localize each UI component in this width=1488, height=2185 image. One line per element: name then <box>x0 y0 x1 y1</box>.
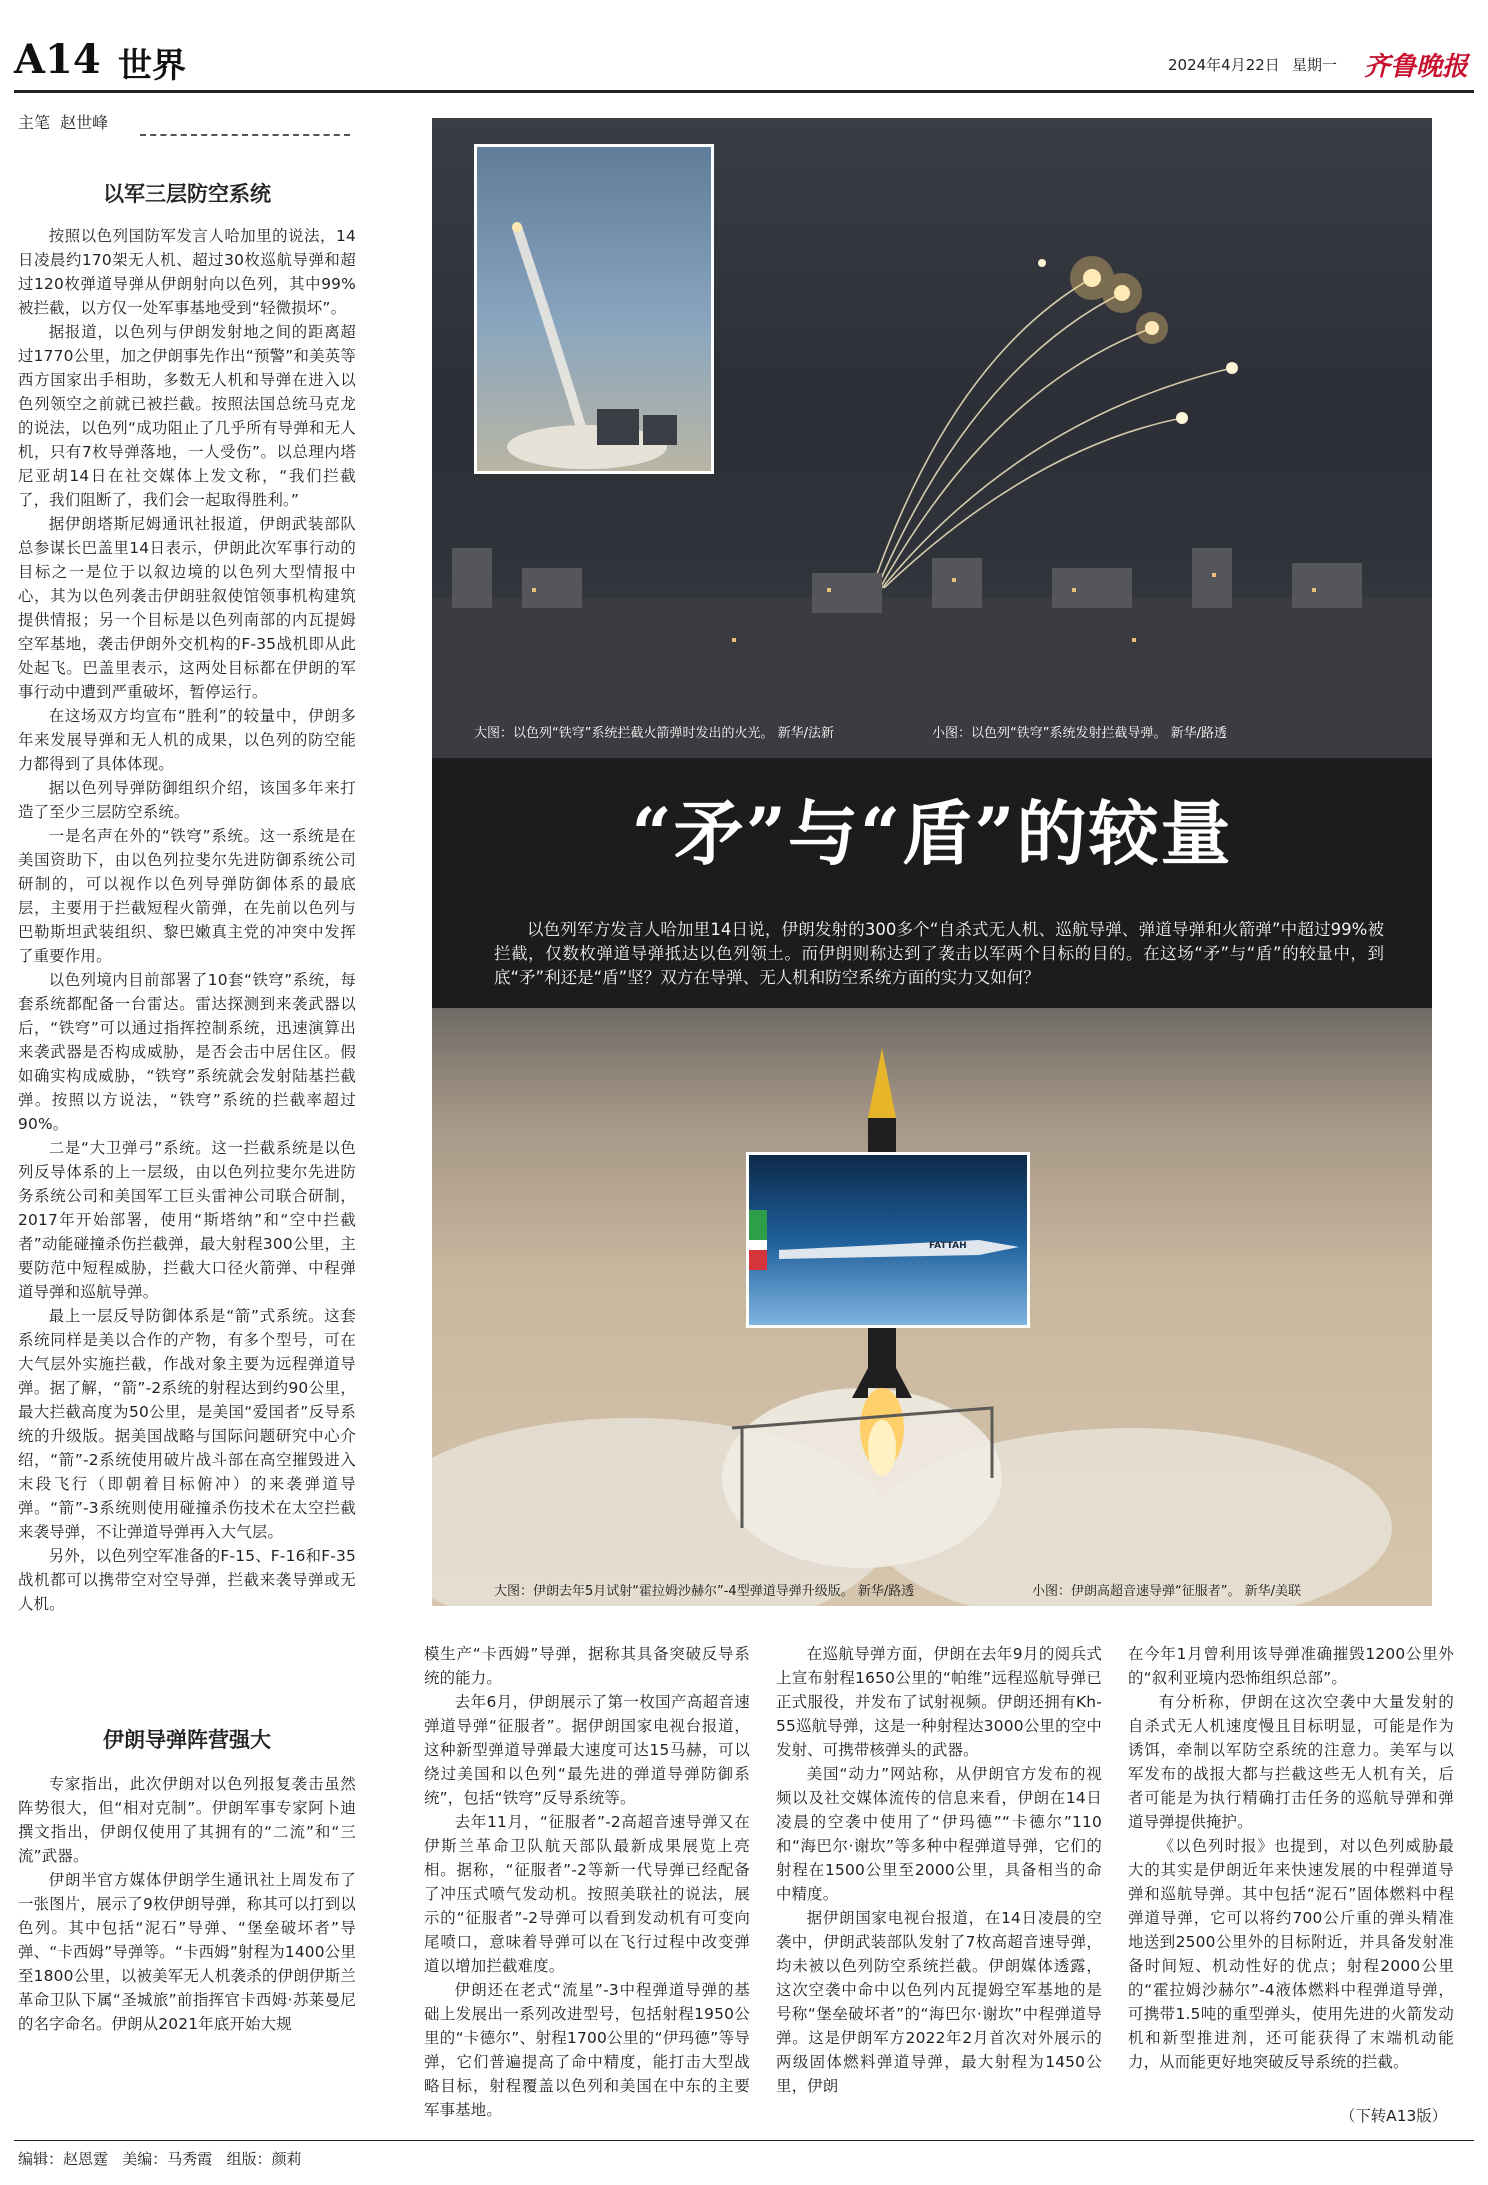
caption-bottom-small: 小图：伊朗高超音速导弹“征服者”。 新华/美联 <box>1032 1584 1301 1599</box>
left-column-body-2 <box>18 1772 356 2036</box>
paragraph: 伊朗半官方媒体伊朗学生通讯社上周发布了一张图片，展示了9枚伊朗导弹，称其可以打到以色列。其中包括“泥石”导弹、“堡垒破坏者”导弹、“卡西姆”导弹等。“卡西姆”射程为1400公里至1800公里，以被美军无人机袭杀的伊朗伊斯兰革命卫队下属“圣城旅”前指挥官卡西姆·苏莱曼尼的名字命名。伊朗从2021年底开始大规 <box>18 1871 356 2033</box>
paragraph: 据以色列导弹防御组织介绍，该国多年来打造了至少三层防空系统。 <box>18 779 356 821</box>
paragraph: 二是“大卫弹弓”系统。这一拦截系统是以色列反导体系的上一层级，由以色列拉斐尔先进防务系统公司和美国军工巨头雷神公司联合研制，2017年开始部署，使用“斯塔纳”和“空中拦截者”动能碰撞杀伤拦截弹，最大射程300公里，主要防范中短程威胁，拦截大口径火箭弹、中程弹道导弹和巡航导弹。 <box>18 1139 356 1301</box>
caption-top-small: 小图：以色列“铁穹”系统发射拦截导弹。 新华/路透 <box>932 726 1227 741</box>
subhead-air-defense: 以军三层防空系统 <box>103 181 271 206</box>
bottom-column-1 <box>424 1642 750 2122</box>
bottom-column-2 <box>776 1642 1102 2098</box>
paragraph: 在这场双方均宣布“胜利”的较量中，伊朗多年来发展导弹和无人机的成果，以色列的防空能力都得到了具体体现。 <box>18 707 356 773</box>
paragraph: 模生产“卡西姆”导弹，据称其具备突破反导系统的能力。 <box>424 1645 750 1687</box>
editor-dash <box>140 134 350 136</box>
fattah-missile-inset <box>746 1152 1030 1328</box>
paragraph: 伊朗还在老式“流星”-3中程弹道导弹的基础上发展出一系列改进型号，包括射程1950公里的“卡德尔”、射程1700公里的“伊玛德”等导弹，它们普遍提高了命中精度，能打击大型战略目标，射程覆盖以色列和美国在中东的主要军事基地。 <box>424 1981 750 2119</box>
fattah-illustration <box>749 1155 1027 1325</box>
paragraph: 据伊朗国家电视台报道，在14日凌晨的空袭中，伊朗武装部队发射了7枚高超音速导弹，均未被以色列防空系统拦截。伊朗媒体透露，这次空袭中命中以色列内瓦提姆空军基地的是号称“堡垒破坏者”的“海巴尔·谢坎”中程弹道导弹。这是伊朗军方2022年2月首次对外展示的两级固体燃料弹道导弹，最大射程为1450公里，伊朗 <box>776 1909 1102 2095</box>
paragraph: 以色列境内目前部署了10套“铁穹”系统，每套系统都配备一台雷达。雷达探测到来袭武器以后，“铁穹”可以通过指挥控制系统，迅速演算出来袭武器是否构成威胁，是否会击中居住区。假如确实构成威胁，“铁穹”系统就会发射陆基拦截弹。按照以方说法，“铁穹”系统的拦截率超过90%。 <box>18 971 356 1133</box>
page-code: A14 <box>14 36 101 83</box>
paragraph: 专家指出，此次伊朗对以色列报复袭击虽然阵势很大，但“相对克制”。伊朗军事专家阿卜迪撰文指出，伊朗仅使用了其拥有的“二流”和“三流”武器。 <box>18 1775 356 1865</box>
section-name: 世界 <box>118 46 186 86</box>
caption-top-large: 大图：以色列“铁穹”系统拦截火箭弹时发出的火光。 新华/法新 <box>474 726 834 741</box>
paragraph: 另外，以色列空军准备的F-15、F-16和F-35战机都可以携带空对空导弹，拦截来袭导弹或无人机。 <box>18 1547 356 1613</box>
chief-editor: 主笔 赵世峰 <box>18 113 109 132</box>
paragraph: 按照以色列国防军发言人哈加里的说法，14日凌晨约170架无人机、超过30枚巡航导弹和超过120枚弹道导弹从伊朗射向以色列，其中99%被拦截，以方仅一处军事基地受到“轻微损坏”。 <box>18 227 356 317</box>
footer-credits: 编辑：赵恩霆 美编：马秀霞 组版：颜莉 <box>18 2150 302 2168</box>
paragraph: 据报道，以色列与伊朗发射地之间的距离超过1770公里，加之伊朗事先作出“预警”和美英等西方国家出手相助，多数无人机和导弹在进入以色列领空之前就已被拦截。按照法国总统马克龙的说法，以色列“成功阻止了几乎所有导弹和无人机，只有7枚导弹落地，一人受伤”。以总理内塔尼亚胡14日在社交媒体上发文称，“我们拦截了，我们阻断了，我们会一起取得胜利。” <box>18 323 356 509</box>
caption-bottom-large: 大图：伊朗去年5月试射“霍拉姆沙赫尔”-4型弹道导弹升级版。 新华/路透 <box>494 1584 915 1599</box>
footer-rule <box>14 2140 1474 2141</box>
feature-lede: 以色列军方发言人哈加里14日说，伊朗发射的300多个“自杀式无人机、巡航导弹、弹道导弹和火箭弹”中超过99%被拦截，仅数枚弹道导弹抵达以色列领土。而伊朗则称达到了袭击以军两个目标的目的。在这场“矛”与“盾”的较量中，到底“矛”利还是“盾”坚？双方在导弹、无人机和防空系统方面的实力又如何？ <box>494 920 1384 987</box>
missile-launch-photo <box>432 1008 1432 1606</box>
iron-dome-night-photo <box>432 118 1432 758</box>
feature-headline: “矛”与“盾”的较量 <box>631 792 1233 875</box>
paragraph: 有分析称，伊朗在这次空袭中大量发射的自杀式无人机速度慢且目标明显，可能是作为诱饵，牵制以军防空系统的注意力。美军与以军发布的战报大都与拦截这些无人机有关，后者可能是为执行精确打击任务的巡航导弹和弹道导弹提供掩护。 <box>1128 1693 1454 1831</box>
paragraph: 美国“动力”网站称，从伊朗官方发布的视频以及社交媒体流传的信息来看，伊朗在14日凌晨的空袭中使用了“伊玛德”“卡德尔”110和“海巴尔·谢坎”等多种中程弹道导弹，它们的射程在1500公里至2000公里，具备相当的命中精度。 <box>776 1765 1102 1903</box>
bottom-column-3 <box>1128 1642 1454 2074</box>
paragraph: 《以色列时报》也提到，对以色列威胁最大的其实是伊朗近年来快速发展的中程弹道导弹和巡航导弹。其中包括“泥石”固体燃料中程弹道导弹，它可以将约700公斤重的弹头精准地送到2500公里外的目标附近，并具备发射准备时间短、机动性好的优点；射程2000公里的“霍拉姆沙赫尔”-4液体燃料中程弹道导弹，可携带1.5吨的重型弹头，使用先进的火箭发动机和新型推进剂，还可能获得了末端机动能力，从而能更好地突破反导系统的拦截。 <box>1128 1837 1454 2071</box>
paragraph: 在今年1月曾利用该导弹准确摧毁1200公里外的“叙利亚境内恐怖组织总部”。 <box>1128 1645 1454 1687</box>
paragraph: 去年11月，“征服者”-2高超音速导弹又在伊斯兰革命卫队航天部队最新成果展览上亮相。据称，“征服者”-2等新一代导弹已经配备了冲压式喷气发动机。按照美联社的说法，展示的“征服者”-2导弹可以看到发动机有可变向尾喷口，意味着导弹可以在飞行过程中改变弹道以增加拦截难度。 <box>424 1813 750 1975</box>
paragraph: 最上一层反导防御体系是“箭”式系统。这套系统同样是美以合作的产物，有多个型号，可在大气层外实施拦截，作战对象主要为远程弹道导弹。据了解，“箭”-2系统的射程达到约90公里，最大拦截高度为50公里，是美国“爱国者”反导系统的升级版。据美国战略与国际问题研究中心介绍，“箭”-2系统使用破片战斗部在高空摧毁进入末段飞行（即朝着目标俯冲）的来袭弹道导弹。“箭”-3系统则使用碰撞杀伤技术在太空拦截来袭导弹，不让弹道导弹再入大气层。 <box>18 1307 356 1541</box>
newspaper-logo: 齐鲁晚报 <box>1364 52 1469 82</box>
paragraph: 一是名声在外的“铁穹”系统。这一系统是在美国资助下，由以色列拉斐尔先进防御系统公司研制的，可以视作以色列导弹防御体系的最底层，主要用于拦截短程火箭弹，在先前以色列与巴勒斯坦武装组织、黎巴嫩真主党的冲突中发挥了重要作用。 <box>18 827 356 965</box>
header-rule <box>14 90 1474 93</box>
subhead-iran-missiles: 伊朗导弹阵营强大 <box>103 1727 271 1752</box>
paragraph: 去年6月，伊朗展示了第一枚国产高超音速弹道导弹“征服者”。据伊朗国家电视台报道，这种新型弹道导弹最大速度可达15马赫，可以绕过美国和以色列“最先进的弹道导弹防御系统”，包括“铁穹”反导系统等。 <box>424 1693 750 1807</box>
weekday: 星期一 <box>1292 56 1338 74</box>
date: 2024年4月22日 <box>1168 56 1280 74</box>
left-column-body <box>18 224 356 1616</box>
launch-illustration <box>477 147 711 471</box>
iron-dome-launch-inset <box>474 144 714 474</box>
fattah-label: FATTAH <box>929 1241 967 1251</box>
paragraph: 据伊朗塔斯尼姆通讯社报道，伊朗武装部队总参谋长巴盖里14日表示，伊朗此次军事行动的目标之一是位于以叙边境的以色列大型情报中心，其为以色列袭击伊朗驻叙使馆领事机构建筑提供情报；另一个目标是以色列南部的内瓦提姆空军基地，袭击伊朗外交机构的F-35战机即从此处起飞。巴盖里表示，这两处目标都在伊朗的军事行动中遭到严重破坏，暂停运行。 <box>18 515 356 701</box>
continued-note: （下转A13版） <box>1340 2107 1448 2125</box>
paragraph: 在巡航导弹方面，伊朗在去年9月的阅兵式上宣布射程1650公里的“帕维”远程巡航导弹已正式服役，并发布了试射视频。伊朗还拥有Kh-55巡航导弹，这是一种射程达3000公里的空中发射、可携带核弹头的武器。 <box>776 1645 1102 1759</box>
